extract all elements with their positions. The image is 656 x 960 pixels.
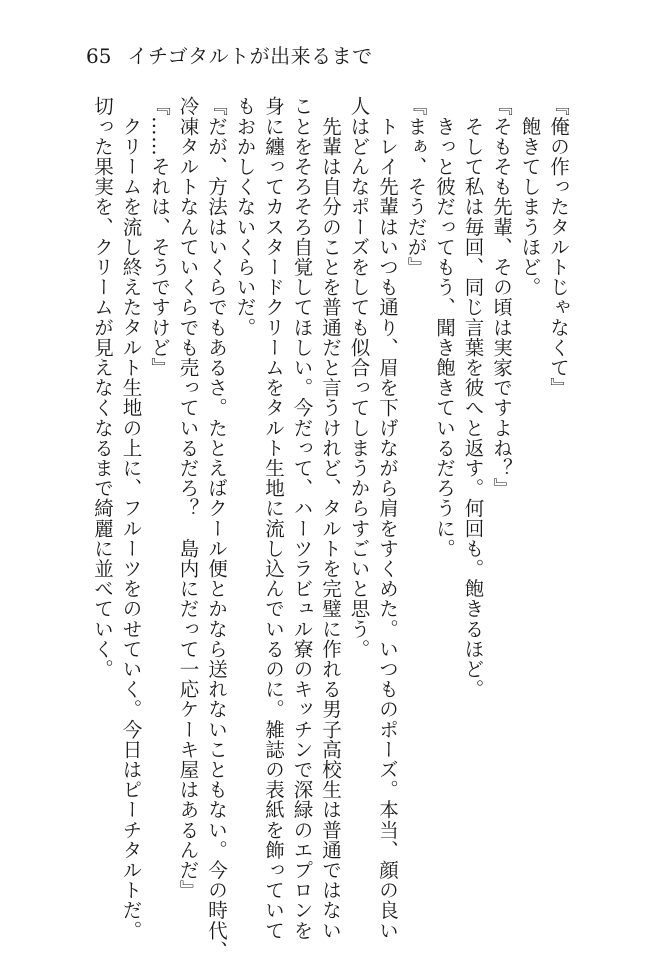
text-line: きっと彼だってもう、聞き飽きているだろうに。 [433, 96, 456, 559]
text-line: 冷凍タルトなんていくらでも売っているだろ？ 島内にだって一応ケーキ屋はあるんだ』 [176, 96, 200, 900]
text-line: 『そもそも先輩、その頃は実家ですよね？』 [490, 96, 513, 498]
page-number: 65 [86, 44, 112, 68]
running-title: イチゴタルトが出来るまで [127, 44, 373, 68]
text-line: 『俺の作ったタルトじゃなくて』 [547, 96, 570, 398]
text-line: クリームを流し終えたタルト生地の上に、フルーツをのせていく。今日はピーチタルトだ。 [119, 96, 143, 941]
text-line: 人はどんなポーズをしても似合ってしまうからすごいと思う。 [347, 96, 371, 659]
text-line: 切った果実を、クリームが見えなくなるまで綺麗に並べていく。 [91, 96, 114, 679]
text-line: そして私は毎回、同じ言葉を彼へと返す。何回も。飽きるほど。 [461, 96, 485, 699]
text-line: トレイ先輩はいつも通り、眉を下げながら肩をすくめた。いつものポーズ。本当、顔の良い [376, 96, 399, 941]
text-line: 身に纏ってカスタードクリームをタルト生地に流し込んでいるのに。雑誌の表紙を飾っていて [262, 96, 285, 941]
text-line: ことをそろそろ自覚してほしい。今だって、ハーツラビュル寮のキッチンで深緑のエプロンを [290, 96, 314, 941]
text-line: 飽きてしまうほど。 [518, 96, 542, 297]
vertical-body-text [72, 96, 572, 960]
text-line: 『まぁ、そうだが』 [404, 96, 428, 277]
text-line: 先輩は自分のことを普通だと言うけれど、タルトを完璧に作れる男子高校生は普通ではない [319, 96, 342, 941]
page-header [86, 40, 373, 68]
text-line: もおかしくないくらいだ。 [233, 96, 257, 338]
text-line: 『だが、方法はいくらでもあるさ。たとえばクール便とかなら送れないこともない。今の時代、 [205, 96, 228, 960]
text-line: 『……それは、そうですけど』 [148, 96, 171, 378]
